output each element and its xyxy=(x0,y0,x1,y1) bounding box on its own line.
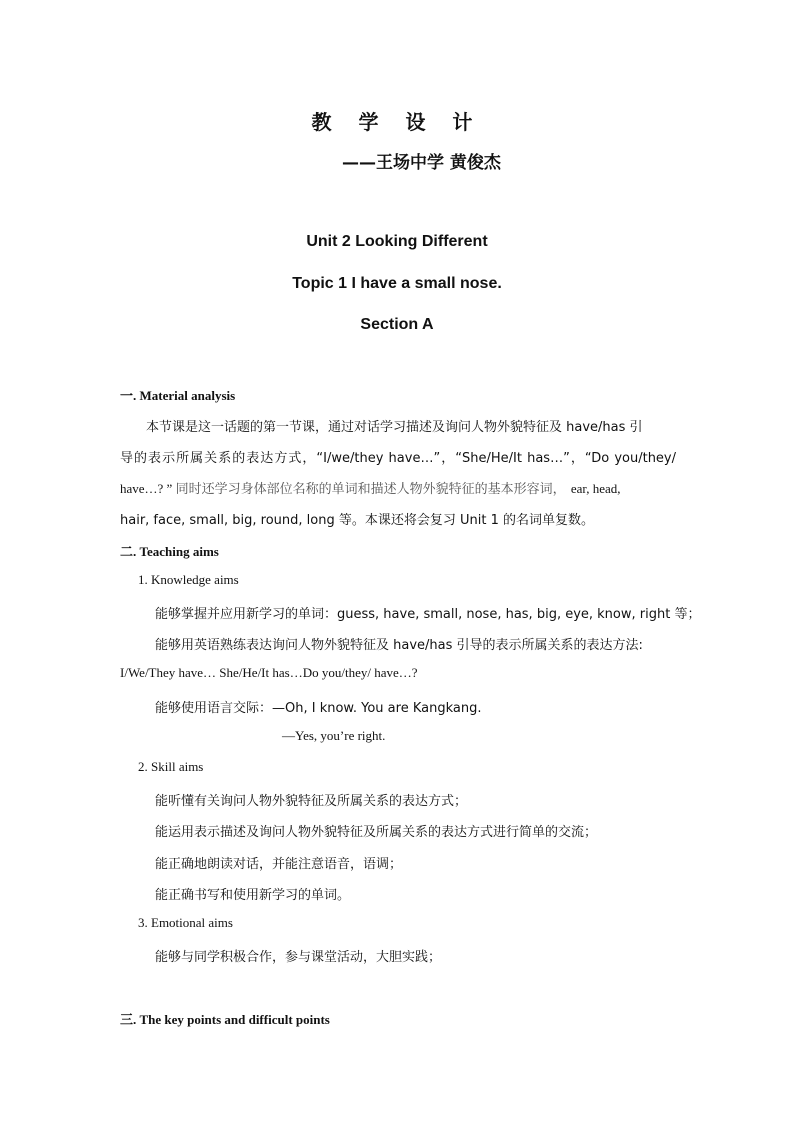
material-line-1: 本节课是这一话题的第一节课，通过对话学习描述及询问人物外貌特征及 have/has 引 xyxy=(146,420,643,435)
knowledge-line-5: —Yes, you’re right. xyxy=(282,728,386,743)
skill-line-4: 能正确书写和使用新学习的单词。 xyxy=(155,888,351,903)
material-line-3-quote: have…? ” xyxy=(120,481,173,496)
material-line-4: hair, face, small, big, round, long 等。本课还将会复习 Unit 1 的名词单复数。 xyxy=(120,513,594,528)
emotional-aims-label: 3. Emotional aims xyxy=(138,915,233,930)
material-analysis-heading: 一. Material analysis xyxy=(120,388,236,403)
document-title: 教 学 设 计 xyxy=(311,110,483,134)
skill-line-1: 能听懂有关询问人物外貌特征及所属关系的表达方式； xyxy=(155,794,468,809)
material-line-2: 导的表示所属关系的表达方式，“I/we/they have…”，“She/He/It has…”，“Do you/they/ xyxy=(120,451,676,466)
section-heading: Section A xyxy=(360,316,434,333)
knowledge-aims-label: 1. Knowledge aims xyxy=(138,572,239,587)
teaching-aims-heading: 二. Teaching aims xyxy=(120,544,219,559)
emotional-line-1: 能够与同学积极合作，参与课堂活动，大胆实践； xyxy=(155,950,442,965)
skill-line-2: 能运用表示描述及询问人物外貌特征及所属关系的表达方式进行简单的交流； xyxy=(155,825,598,840)
knowledge-line-1: 能够掌握并应用新学习的单词：guess, have, small, nose, has, big, eye, know, right 等； xyxy=(155,607,701,622)
key-points-heading: 三. The key points and difficult points xyxy=(120,1012,330,1027)
unit-heading: Unit 2 Looking Different xyxy=(306,233,488,250)
material-line-3 xyxy=(120,478,621,497)
author-line: ——王场中学 黄俊杰 xyxy=(342,153,501,173)
knowledge-line-2: 能够用英语熟练表达询问人物外貌特征及 have/has 引导的表示所属关系的表达方法: xyxy=(155,638,643,653)
knowledge-line-3: I/We/They have… She/He/It has…Do you/they/ have…? xyxy=(120,665,418,680)
skill-line-3: 能正确地朗读对话，并能注意语音，语调； xyxy=(155,857,403,872)
topic-heading: Topic 1 I have a small nose. xyxy=(292,275,502,292)
material-line-3-text: 同时还学习身体部位名称的单词和描述人物外貌特征的基本形容词， xyxy=(175,482,566,497)
material-line-3-words: ear, head, xyxy=(570,481,621,496)
knowledge-line-4: 能够使用语言交际：—Oh, I know. You are Kangkang. xyxy=(155,701,482,716)
skill-aims-label: 2. Skill aims xyxy=(138,759,204,774)
